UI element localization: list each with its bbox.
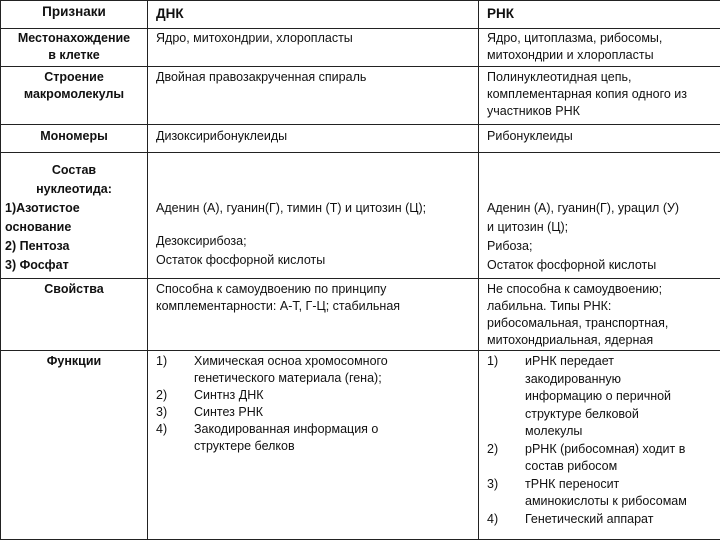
cell-line: Полинуклеотидная цепь, xyxy=(487,70,632,84)
list-item xyxy=(156,353,474,387)
cell-rna-functions xyxy=(479,351,720,540)
header-rna-label: РНК xyxy=(487,6,514,21)
row-label-structure xyxy=(1,67,148,125)
table-row xyxy=(1,67,720,125)
cell-rna-composition xyxy=(479,153,720,279)
list-text: рРНК (рибосомная) ходит в xyxy=(525,441,686,456)
list-item xyxy=(156,421,474,455)
table-row xyxy=(1,153,720,279)
cell-rna-properties xyxy=(479,279,720,351)
cell-line: Двойная правозакрученная спираль xyxy=(156,70,367,84)
cell-dna-structure xyxy=(148,67,479,125)
cell-dna-location xyxy=(148,29,479,67)
cell-line: комплементарная копия одного из xyxy=(487,87,688,101)
cell-line: митохондриальная, ядерная xyxy=(487,333,654,347)
cell-line: Аденин (А), гуанин(Г), тимин (Т) и цитозин (Ц); xyxy=(156,201,427,215)
cell-line: Ядро, цитоплазма, рибосомы, xyxy=(487,31,663,45)
row-label-composition xyxy=(1,153,148,279)
list-number: 2) xyxy=(156,388,168,402)
list-text: аминокислоты к рибосомам xyxy=(525,494,687,508)
label-line: Местонахождение xyxy=(17,31,131,45)
cell-line: Остаток фосфорной кислоты xyxy=(156,253,326,267)
list-text: информацию о перичной xyxy=(525,389,672,403)
header-row xyxy=(1,1,720,29)
list-number: 1) xyxy=(487,354,499,368)
list-text: Синтез РНК xyxy=(194,405,264,419)
header-dna xyxy=(148,1,479,29)
label-line: основание xyxy=(5,220,72,234)
cell-line: Ядро, митохондрии, хлоропласты xyxy=(156,31,353,45)
header-features xyxy=(1,1,148,29)
cell-line: Дизоксирибонуклеиды xyxy=(156,129,288,143)
label-line: 3) Фосфат xyxy=(5,258,69,272)
cell-line: Остаток фосфорной кислоты xyxy=(487,258,657,272)
cell-rna-location xyxy=(479,29,720,67)
list-text: состав рибосом xyxy=(525,459,618,473)
row-label-functions xyxy=(1,351,148,540)
header-rna xyxy=(479,1,720,29)
list-number: 3) xyxy=(156,405,168,419)
label-line: в клетке xyxy=(48,48,100,62)
list-item xyxy=(487,441,716,476)
list-number: 4) xyxy=(487,511,499,526)
cell-line: Способна к самоудвоению по принципу xyxy=(156,282,387,296)
table-row xyxy=(1,125,720,153)
cell-line: Аденин (А), гуанин(Г), урацил (У) xyxy=(487,201,680,215)
cell-line: Рибонуклеиды xyxy=(487,129,573,143)
table-row xyxy=(1,29,720,67)
list-item xyxy=(156,404,474,421)
list-text: иРНК передает xyxy=(525,354,614,368)
label-line: 1)Азотистое xyxy=(5,201,80,215)
header-features-label: Признаки xyxy=(42,4,106,19)
label-line: Свойства xyxy=(44,282,104,296)
row-label-properties xyxy=(1,279,148,351)
label-line: макромолекулы xyxy=(23,87,125,101)
cell-dna-composition xyxy=(148,153,479,279)
table-row xyxy=(1,351,720,540)
cell-line: митохондрии и хлоропласты xyxy=(487,48,654,62)
cell-line: участников РНК xyxy=(487,104,580,118)
list-text: структере белков xyxy=(194,439,295,453)
label-line: нуклеотида: xyxy=(36,182,112,196)
header-dna-label: ДНК xyxy=(156,6,184,21)
row-label-location xyxy=(1,29,148,67)
list-number: 1) xyxy=(156,354,168,368)
label-line: Строение xyxy=(44,70,104,84)
cell-dna-functions xyxy=(148,351,479,540)
cell-rna-monomers xyxy=(479,125,720,153)
cell-line: Рибоза; xyxy=(487,239,533,253)
list-text: генетического материала (гена); xyxy=(194,371,382,385)
list-text: тРНК переносит xyxy=(525,476,620,491)
list-text: Закодированная информация о xyxy=(194,422,379,436)
list-item xyxy=(487,476,716,511)
list-number: 3) xyxy=(487,476,499,491)
cell-line: Не способна к самоудвоению; xyxy=(487,282,663,296)
cell-line: комплементарности: А-Т, Г-Ц; стабильная xyxy=(156,299,401,313)
cell-rna-structure xyxy=(479,67,720,125)
list-item xyxy=(487,511,716,529)
list-item xyxy=(156,387,474,404)
list-number: 2) xyxy=(487,441,499,456)
list-item xyxy=(487,353,716,441)
cell-dna-properties xyxy=(148,279,479,351)
label-line: Состав xyxy=(51,163,97,177)
cell-dna-monomers xyxy=(148,125,479,153)
table-row xyxy=(1,279,720,351)
list-text: молекулы xyxy=(525,424,583,438)
cell-line: лабильна. Типы РНК: xyxy=(487,299,612,313)
list-text: Синтнз ДНК xyxy=(194,388,264,402)
label-line: Функции xyxy=(46,354,102,368)
row-label-monomers xyxy=(1,125,148,153)
label-line: Мономеры xyxy=(40,129,108,143)
cell-line: рибосомальная, транспортная, xyxy=(487,316,669,330)
list-text: Химическая осноа хромосомного xyxy=(194,354,388,368)
cell-line: Дезоксирибоза; xyxy=(156,234,247,248)
cell-line: и цитозин (Ц); xyxy=(487,220,569,234)
list-text: Генетический аппарат xyxy=(525,511,654,526)
label-line: 2) Пентоза xyxy=(5,239,70,253)
list-number: 4) xyxy=(156,422,168,436)
list-text: закодированную xyxy=(525,371,622,386)
list-text: структуре белковой xyxy=(525,406,639,421)
